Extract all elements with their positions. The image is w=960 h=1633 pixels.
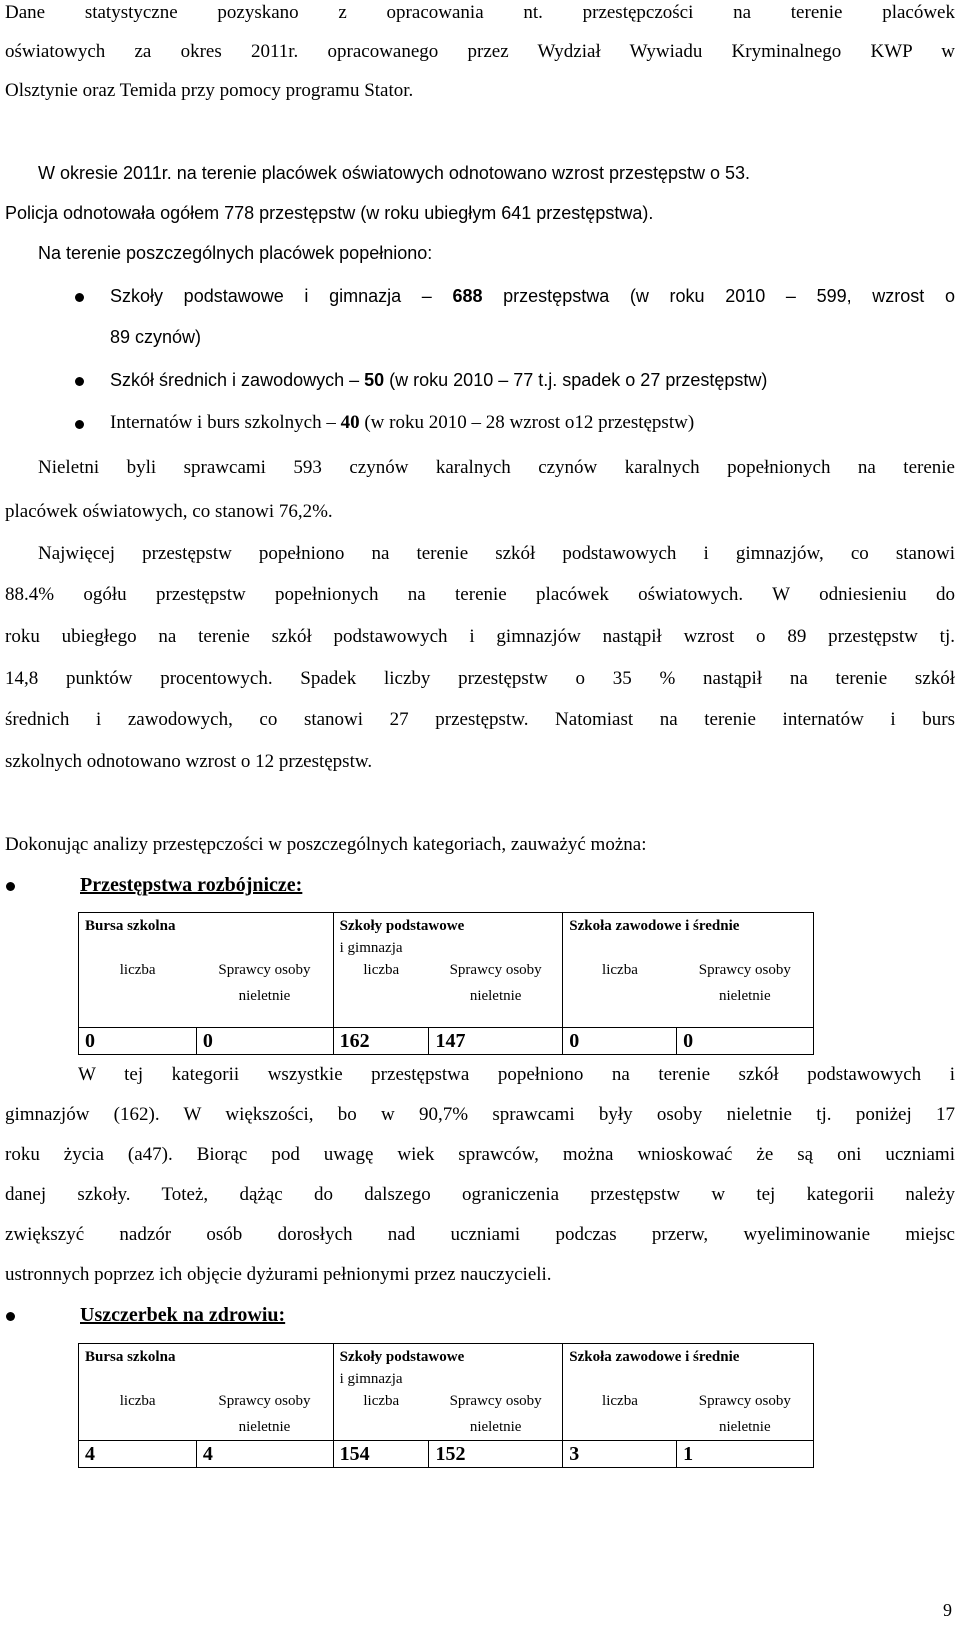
header-podstawowe [333,913,563,940]
subheader-sprawcy: Sprawcy osoby [218,1393,311,1409]
subheader-sprawcy: Sprawcy osoby [677,1388,814,1414]
table-header-row-2 [79,1370,814,1388]
section-1-table [78,912,814,1055]
intro-line-3: Olsztynie oraz Temida przy pomocy programu Stator. [5,80,414,101]
bullet-2-pre: Szkół średnich i zawodowych – [110,370,365,390]
section-1-title: Przestępstwa rozbójnicze: [80,874,303,896]
most-line-4: 14,8 punktów procentowych. Spadek liczby przestępstw o 35 % nastąpił na terenie szkół [5,668,955,689]
analysis-line: Dokonując analizy przestępczości w poszczególnych kategoriach, zauważyć można: [5,834,647,855]
value-cell: 0 [563,1027,677,1054]
bullet-3-num: 40 [340,412,360,433]
table-subheader-row-2 [79,1414,814,1441]
header-podstawowe [333,1344,563,1371]
bullet-1-num: 688 [452,286,483,306]
bullet-1-line-2: 89 czynów) [110,327,202,347]
intro-line-1: Dane statystyczne pozyskano z opracowania nt. przestępczości na terenie placówek [5,2,955,23]
subheader-liczba: liczba [563,1388,677,1414]
subheader-liczba: liczba [79,1388,197,1414]
value-cell: 4 [79,1441,197,1468]
comment-line-1: W tej kategorii wszystkie przestępstwa popełniono na terenie szkół podstawowych i [78,1064,955,1085]
subheader-liczba: liczba [333,957,429,983]
bullet-1-post: przestępstwa (w roku 2010 – 599, wzrost o [482,286,955,306]
header-zawodowe: Szkoła zawodowe i średnie [563,1344,814,1371]
bullet-2-num: 50 [364,370,385,390]
header-zawodowe: Szkoła zawodowe i średnie [563,913,814,940]
comment-line-3: roku życia (a47). Biorąc pod uwagę wiek sprawców, można wnioskować że są oni uczniami [5,1144,955,1165]
subheader-nieletnie: nieletnie [238,988,291,1004]
value-cell: 1 [677,1441,814,1468]
value-cell: 147 [429,1027,563,1054]
section-2-title: Uszczerbek na zdrowiu: [80,1304,286,1326]
header-bursa: Bursa szkolna [79,1344,334,1371]
subheader-nieletnie: nieletnie [469,988,522,1004]
header-podstawowe-2: i gimnazja [333,1370,563,1388]
header-podstawowe-2: i gimnazja [333,939,563,957]
comment-line-6: ustronnych poprzez ich objęcie dyżurami pełnionymi przez nauczycieli. [5,1264,552,1285]
subheader-sprawcy: Sprawcy osoby [218,962,311,978]
subheader-liczba: liczba [563,957,677,983]
table-subheader-row-2 [79,983,814,1009]
section-2-table [78,1343,814,1468]
table-subheader-row [79,1388,814,1414]
minors-line-1: Nieletni byli sprawcami 593 czynów karalnych czynów karalnych popełnionych na terenie [38,457,955,478]
bullet-icon [6,882,15,891]
header-podstawowe-1: Szkoły podstawowe [339,1349,465,1365]
subheader-liczba: liczba [79,957,197,983]
page-number: 9 [943,1600,952,1620]
table-subheader-row [79,957,814,983]
value-cell: 154 [333,1441,429,1468]
comment-line-4: danej szkoły. Toteż, dążąc do dalszego ograniczenia przestępstw w tej kategorii należy [5,1184,955,1205]
subheader-sprawcy: Sprawcy osoby [449,1393,542,1409]
subheader-nieletnie: nieletnie [238,1419,291,1435]
table-header-row [79,1344,814,1371]
increase-line-3: Na terenie poszczególnych placówek popełniono: [38,243,433,263]
table-spacer-row [79,1009,814,1027]
bullet-2-line [110,368,955,392]
value-cell: 0 [196,1027,333,1054]
minors-line-2: placówek oświatowych, co stanowi 76,2%. [5,501,333,522]
subheader-nieletnie: nieletnie [677,983,814,1009]
intro-line-2: oświatowych za okres 2011r. opracowanego przez Wydział Wywiadu Kryminalnego KWP w [5,41,955,62]
increase-line-1: W okresie 2011r. na terenie placówek oświatowych odnotowano wzrost przestępstw o 53. [38,163,751,183]
bullet-icon [75,420,84,429]
value-cell: 0 [79,1027,197,1054]
most-line-6: szkolnych odnotowano wzrost o 12 przestępstw. [5,751,373,772]
value-cell: 162 [333,1027,429,1054]
subheader-nieletnie: nieletnie [677,1414,814,1441]
subheader-sprawcy: Sprawcy osoby [677,957,814,983]
table-header-row [79,913,814,940]
bullet-1-pre: Szkoły podstawowe i gimnazja – [110,286,453,306]
subheader-nieletnie: nieletnie [469,1419,522,1435]
value-cell: 4 [196,1441,333,1468]
table-header-row-2 [79,939,814,957]
bullet-icon [75,377,84,386]
most-line-1: Najwięcej przestępstw popełniono na terenie szkół podstawowych i gimnazjów, co stanowi [38,543,955,564]
value-cell: 3 [563,1441,677,1468]
comment-line-5: zwiększyć nadzór osób dorosłych nad uczniami podczas przerw, wyeliminowanie miejsc [5,1224,955,1245]
most-line-5: średnich i zawodowych, co stanowi 27 przestępstw. Natomiast na terenie internatów i burs [5,709,955,730]
bullet-3-post: (w roku 2010 – 28 wzrost o12 przestępstw) [359,412,695,433]
most-line-2: 88.4% ogółu przestępstw popełnionych na terenie placówek oświatowych. W odniesieniu do [5,584,955,605]
table-values-row [79,1441,814,1468]
header-podstawowe-1: Szkoły podstawowe [339,918,465,934]
header-bursa: Bursa szkolna [79,913,334,940]
bullet-2-post: (w roku 2010 – 77 t.j. spadek o 27 przestępstw) [384,370,768,390]
subheader-sprawcy: Sprawcy osoby [449,962,542,978]
value-cell: 0 [677,1027,814,1054]
comment-line-2: gimnazjów (162). W większości, bo w 90,7% sprawcami były osoby nieletnie tj. poniżej 17 [5,1104,955,1125]
increase-line-2: Policja odnotowała ogółem 778 przestępstw (w roku ubiegłym 641 przestępstwa). [5,203,654,223]
bullet-1-line-1 [110,284,955,308]
bullet-3-pre: Internatów i burs szkolnych – [110,412,341,433]
value-cell: 152 [429,1441,563,1468]
bullet-3-line [110,411,955,435]
table-values-row [79,1027,814,1054]
bullet-icon [75,293,84,302]
bullet-icon [6,1312,15,1321]
most-line-3: roku ubiegłego na terenie szkół podstawowych i gimnazjów nastąpił wzrost o 89 przestępstw tj. [5,626,955,647]
subheader-liczba: liczba [333,1388,429,1414]
